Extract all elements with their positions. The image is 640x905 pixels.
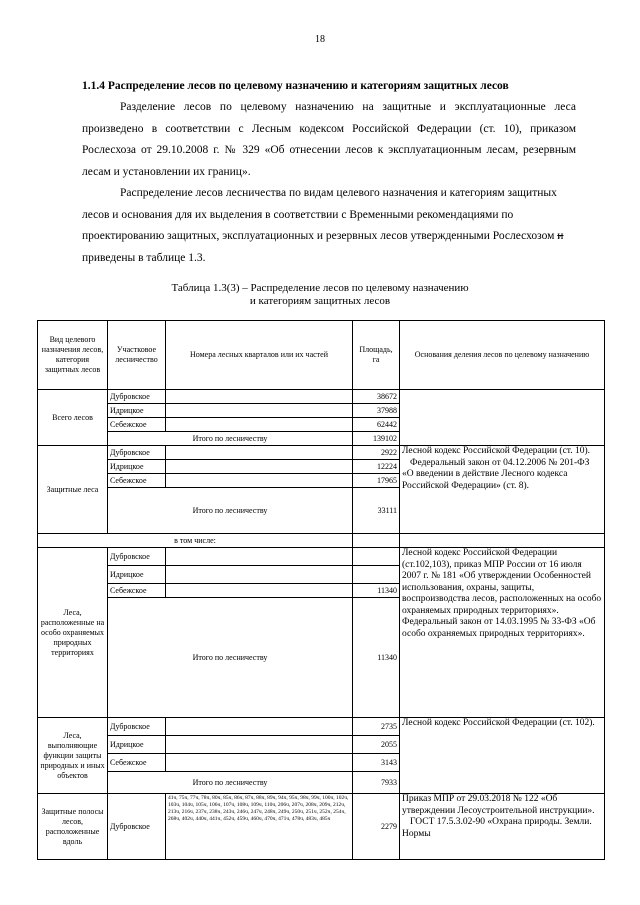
table-row [38, 390, 605, 404]
forestry-cell: Дубровское [108, 718, 166, 736]
forest-distribution-table [37, 320, 605, 860]
header-area: Площадь, га [353, 321, 400, 390]
basis-cell [400, 534, 605, 548]
quarters-cell [166, 736, 353, 754]
basis-cell: Лесной кодекс Российской Федерации (ст. 102). [400, 718, 605, 794]
area-cell: 12224 [353, 460, 400, 474]
area-cell [353, 534, 400, 548]
basis-cell [400, 446, 605, 534]
header-forestry: Участковое лесничество [108, 321, 166, 390]
quarters-cell [166, 474, 353, 488]
quarters-cell [166, 548, 353, 566]
quarters-cell [166, 404, 353, 418]
quarters-cell [166, 584, 353, 598]
header-type: Вид целевого назначения лесов, категория защитных лесов [38, 321, 108, 390]
paragraph-2-end: приведены в таблице 1.3. [82, 251, 206, 264]
basis-line: Федеральный закон от 04.12.2006 № 201-ФЗ «О введении в действие Лесного кодекса Российской Федерации» (ст. 8). [402, 457, 590, 491]
forestry-cell: Идрицкое [108, 460, 166, 474]
area-cell: 2735 [353, 718, 400, 736]
forestry-cell: Дубровское [108, 794, 166, 860]
total-label: Итого по лесничеству [108, 432, 353, 446]
area-cell: 3143 [353, 754, 400, 772]
basis-cell [400, 390, 605, 446]
total-area: 139102 [353, 432, 400, 446]
basis-line: ГОСТ 17.5.3.02-90 «Охрана природы. Земли. Нормы [402, 817, 592, 839]
quarters-cell [166, 418, 353, 432]
area-cell: 37988 [353, 404, 400, 418]
area-cell: 2055 [353, 736, 400, 754]
quarters-cell [166, 460, 353, 474]
including-label: в том числе: [38, 534, 353, 548]
total-area: 7933 [353, 772, 400, 794]
category-cell: Всего лесов [38, 390, 108, 446]
paragraph-2 [82, 183, 576, 269]
area-cell [353, 548, 400, 566]
forestry-cell: Дубровское [108, 548, 166, 566]
forestry-cell: Дубровское [108, 390, 166, 404]
category-cell: Защитные леса [38, 446, 108, 534]
table-header-row [38, 321, 605, 390]
table-caption [0, 282, 640, 308]
area-cell: 38672 [353, 390, 400, 404]
forestry-cell: Себежское [108, 584, 166, 598]
quarters-cell [166, 754, 353, 772]
quarters-cell [166, 566, 353, 584]
forestry-cell: Идрицкое [108, 566, 166, 584]
total-label: Итого по лесничеству [108, 598, 353, 718]
forestry-cell: Идрицкое [108, 736, 166, 754]
total-area: 33111 [353, 488, 400, 534]
forestry-cell: Дубровское [108, 446, 166, 460]
category-cell: Леса, расположенные на особо охраняемых природных территориях [38, 548, 108, 718]
header-quarters: Номера лесных кварталов или их частей [166, 321, 353, 390]
area-cell: 17965 [353, 474, 400, 488]
including-row [38, 534, 605, 548]
quarters-cell: 41ч, 75ч, 77ч, 78ч, 80ч, 85ч, 86ч, 87ч, 88ч, 89ч, 94ч, 95ч, 98ч, 99ч, 100ч, 102ч, 103ч, 104ч, 105ч, 106ч, 107ч, 108ч, 109ч, 110ч, 206ч, 207ч, 208ч, 209ч, 212ч, 213ч, 216ч, 237ч, 238ч, 243ч, 246ч, 247ч, 248ч, 249ч, 250ч, 251ч, 252ч, 254ч, 268ч, 402ч, 440ч, 441ч, 452ч, 459ч, 460ч, 470ч, 471ч, 478ч, 483ч, 485ч [166, 794, 353, 860]
basis-line: Федеральный закон от 14.03.1995 № 33-ФЗ «Об особо охраняемых природных территориях». [402, 617, 596, 639]
total-label: Итого по лесничеству [108, 488, 353, 534]
area-cell [353, 566, 400, 584]
table-row [38, 718, 605, 736]
table-row [38, 446, 605, 460]
area-cell: 2922 [353, 446, 400, 460]
quarters-cell [166, 390, 353, 404]
table-row [38, 794, 605, 860]
header-basis: Основания деления лесов по целевому назначению [400, 321, 605, 390]
forestry-cell: Себежское [108, 418, 166, 432]
category-cell: Защитные полосы лесов, расположенные вдоль [38, 794, 108, 860]
total-area: 11340 [353, 598, 400, 718]
area-cell: 62442 [353, 418, 400, 432]
paragraph-2-text: Распределение лесов лесничества по видам целевого назначения и категориям защитных лесов и основания для их выделения в соответствии с Временными рекомендациями по проектированию защитных, эксплуатационных и резервных лесов утвержденными Рослесхозом [82, 187, 558, 242]
area-cell: 2279 [353, 794, 400, 860]
total-label: Итого по лесничеству [108, 772, 353, 794]
forestry-cell: Себежское [108, 754, 166, 772]
paragraph-1: Разделение лесов по целевому назначению на защитные и эксплуатационные леса произведено в соответствии с Лесным кодексом Российской Федерации (ст. 10), приказом Рослесхоза от 29.10.2008 г. № 329 «Об отнесении лесов к эксплуатационным лесам, резервным лесам и установлении их границ». [82, 101, 576, 178]
quarters-cell [166, 718, 353, 736]
category-cell: Леса, выполняющие функции защиты природных и иных объектов [38, 718, 108, 794]
area-cell: 11340 [353, 584, 400, 598]
page-number: 18 [315, 34, 325, 45]
basis-line: Приказ МПР от 29.03.2018 № 122 «Об утверждении Лесоустроительной инструкции». [402, 794, 595, 816]
caption-line-1: Таблица 1.3(3) – Распределение лесов по целевому назначению [171, 282, 469, 294]
basis-line: Лесной кодекс Российской Федерации (ст. 10). [402, 446, 591, 456]
quarters-cell [166, 446, 353, 460]
basis-cell [400, 794, 605, 860]
basis-cell [400, 548, 605, 718]
table-row [38, 548, 605, 566]
section-heading: 1.1.4 Распределение лесов по целевому назначению и категориям защитных лесов [82, 80, 509, 92]
forestry-cell: Себежское [108, 474, 166, 488]
caption-line-2: и категориям защитных лесов [249, 295, 391, 307]
forestry-cell: Идрицкое [108, 404, 166, 418]
basis-line: Лесной кодекс Российской Федерации (ст.102,103), приказ МПР России от 16 июля 2007 г. № 181 «Об утверждении Особенностей использования, охраны, защиты, воспроизводства лесов, расположенных на особо охраняемых природных территориях». [402, 548, 602, 616]
struck-word: и [557, 230, 564, 242]
